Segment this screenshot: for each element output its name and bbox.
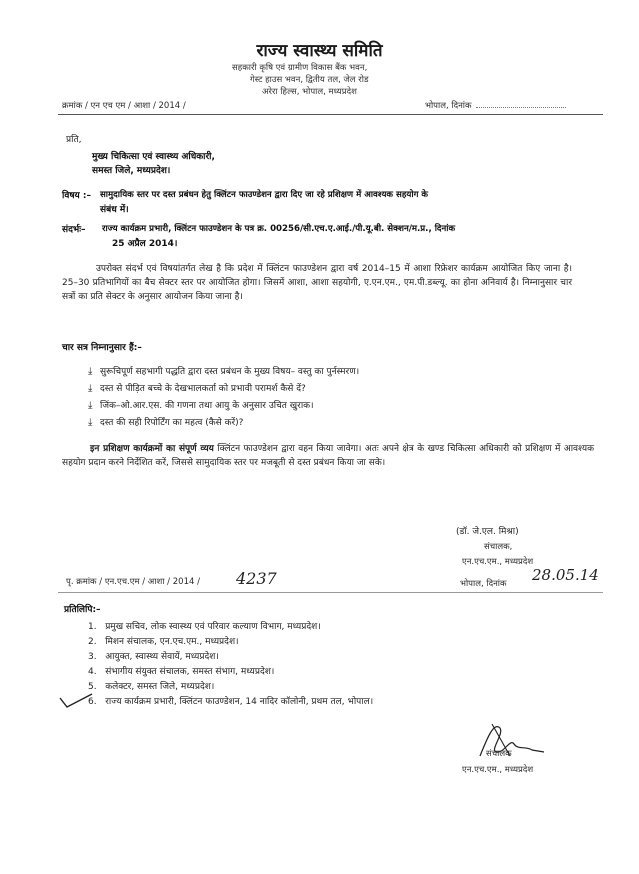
- date-blank: [476, 107, 566, 108]
- place-date-label: भोपाल, दिनांक: [425, 101, 472, 111]
- copy-number: 2.: [88, 637, 97, 647]
- recipient-line-2: समस्त जिले, मध्यप्रदेश।: [92, 166, 171, 176]
- copy-text: संभागीय संयुक्त संचालक, समस्त संभाग, मध्यप्रदेश।: [105, 667, 275, 677]
- handwritten-tick-icon: [58, 690, 94, 712]
- reference-line-2: 25 अप्रैल 2014।: [112, 239, 178, 249]
- endorsement-place-date: भोपाल, दिनांक: [460, 579, 507, 589]
- arrow-bullet-icon: ⤓: [88, 383, 93, 394]
- reference-line-1: राज्य कार्यक्रम प्रभारी, क्लिंटन फाउण्डेशन के पत्र क्र. 00256/सी.एच.ए.आई./पी.यू.बी. सेक्शन/म.प्र., दिनांक: [102, 224, 456, 234]
- address-line-3: अरेरा हिल्स, भोपाल, मध्यप्रदेश: [262, 87, 357, 97]
- session-item: [88, 364, 359, 377]
- signatory-name: (डॉ. जे.एल. मिश्रा): [456, 527, 519, 537]
- copy-item: [88, 694, 373, 707]
- copy-text: कलेक्टर, समस्त जिले, मध्यप्रदेश।: [105, 682, 215, 692]
- handwritten-date: 28.05.14: [532, 566, 599, 584]
- copy-item: [88, 634, 239, 647]
- copy-text: आयुक्त, स्वास्थ्य सेवायें, मध्यप्रदेश।: [105, 652, 219, 662]
- subject-label: विषय :–: [62, 191, 91, 201]
- signatory-title: संचालक,: [484, 542, 513, 552]
- para-2-bold: इन प्रशिक्षण कार्यक्रमों का संपूर्ण व्यय: [90, 444, 214, 454]
- endorsement-rule: [58, 592, 603, 593]
- handwritten-number: 4237: [236, 569, 277, 588]
- session-text: जिंक–ओ.आर.एस. की गणना तथा आयु के अनुसार उचित खुराक।: [100, 401, 314, 411]
- place-date: [425, 100, 566, 111]
- session-item: [88, 398, 314, 411]
- session-text: सुरूचिपूर्ण सहभागी पद्धति द्वारा दस्त प्रबंधन के मुख्य विषय– वस्तु का पुर्नस्मरण।: [100, 367, 360, 377]
- session-item: [88, 381, 306, 394]
- copy-item: [88, 619, 321, 632]
- body-paragraph-2: [62, 442, 594, 470]
- org-title: राज्य स्वास्थ्य समिति: [256, 41, 383, 61]
- copy-number: 5.: [88, 682, 97, 692]
- copy-number: 1.: [88, 622, 97, 632]
- signatory-2-title: संचालक: [486, 749, 512, 759]
- copy-text: मिशन संचालक, एन.एच.एम., मध्यप्रदेश।: [105, 637, 239, 647]
- address-line-1: सहकारी कृषि एवं ग्रामीण विकास बैंक भवन,: [232, 63, 368, 73]
- signatory-2-office: एन.एच.एम., मध्यप्रदेश: [462, 765, 534, 775]
- signatory-office: एन.एच.एम., मध्यप्रदेश: [462, 557, 534, 567]
- session-text: दस्त की सही रिपोर्टिंग का महत्व (कैसे करें)?: [100, 418, 244, 428]
- letter-number: क्रमांक / एन एच एम / आशा / 2014 /: [62, 101, 186, 111]
- recipient-line-1: मुख्य चिकित्सा एवं स्वास्थ्य अधिकारी,: [92, 152, 215, 162]
- arrow-bullet-icon: ⤓: [88, 417, 93, 428]
- copy-number: 3.: [88, 652, 97, 662]
- session-item: [88, 415, 243, 428]
- subject-line-2: संबंध में।: [100, 205, 129, 215]
- reference-label: संदर्भः–: [62, 225, 86, 235]
- copy-item: [88, 664, 274, 677]
- sessions-heading: चार सत्र निम्नानुसार हैं:–: [62, 343, 142, 353]
- copy-number: 6.: [88, 697, 97, 707]
- para-2-rest: क्लिंटन फाउण्डेशन द्वारा वहन किया जावेगा। अतः अपने क्षेत्र के खण्ड चिकित्सा अधिकारी को प्रशिक्षण में आवश्यक सहयोग प्रदान करने निर्देशित करें, जिससे सामुदायिक स्तर पर मजबूती से दस्त प्रबंधन किया जा सके।: [62, 444, 594, 468]
- copies-heading: प्रतिलिपि:–: [64, 605, 101, 615]
- endorsement-number-label: पृ. क्रमांक / एन.एच.एम / आशा / 2014 /: [66, 577, 200, 587]
- subject-line-1: सामुदायिक स्तर पर दस्त प्रबंधन हेतु क्लिंटन फाउण्डेशन द्वारा दिए जा रहे प्रशिक्षण में आवश्यक सहयोग के: [100, 190, 429, 200]
- body-paragraph-1: उपरोक्त संदर्भ एवं विषयांतर्गत लेख है कि प्रदेश में क्लिंटन फाउण्डेशन द्वारा वर्ष 2014–15 में आशा रिफ्रेशर कार्यक्रम आयोजित किए जाना है। 25–30 प्रतिभागियों का बैच सेक्टर स्तर पर आयोजित होगा। जिसमें आशा, आशा सहयोगी, ए.एन.एम., एम.पी.डब्ल्यू. का होना अनिवार्य है। निम्नानुसार चार सत्रों का प्रति सेक्टर के अनुसार आयोजन किया जाना है।: [62, 264, 572, 302]
- copy-text: राज्य कार्यक्रम प्रभारी, क्लिंटन फाउण्डेशन, 14 नादिर कॉलोनी, प्रथम तल, भोपाल।: [105, 697, 374, 707]
- arrow-bullet-icon: ⤓: [88, 366, 93, 377]
- copy-item: [88, 649, 219, 662]
- copy-number: 4.: [88, 667, 97, 677]
- copy-item: [88, 679, 214, 692]
- endorsement-number: [66, 576, 200, 587]
- session-text: दस्त से पीड़ित बच्चे के देखभालकर्ता को प्रभावी परामर्श कैसे दें?: [100, 384, 306, 394]
- arrow-bullet-icon: ⤓: [88, 400, 93, 411]
- address-line-2: गेस्ट हाउस भवन, द्वितीय तल, जेल रोड: [250, 75, 369, 85]
- prati: प्रति,: [66, 135, 82, 145]
- header-rule: [58, 114, 603, 115]
- copy-text: प्रमुख सचिव, लोक स्वास्थ्य एवं परिवार कल्याण विभाग, मध्यप्रदेश।: [105, 622, 321, 632]
